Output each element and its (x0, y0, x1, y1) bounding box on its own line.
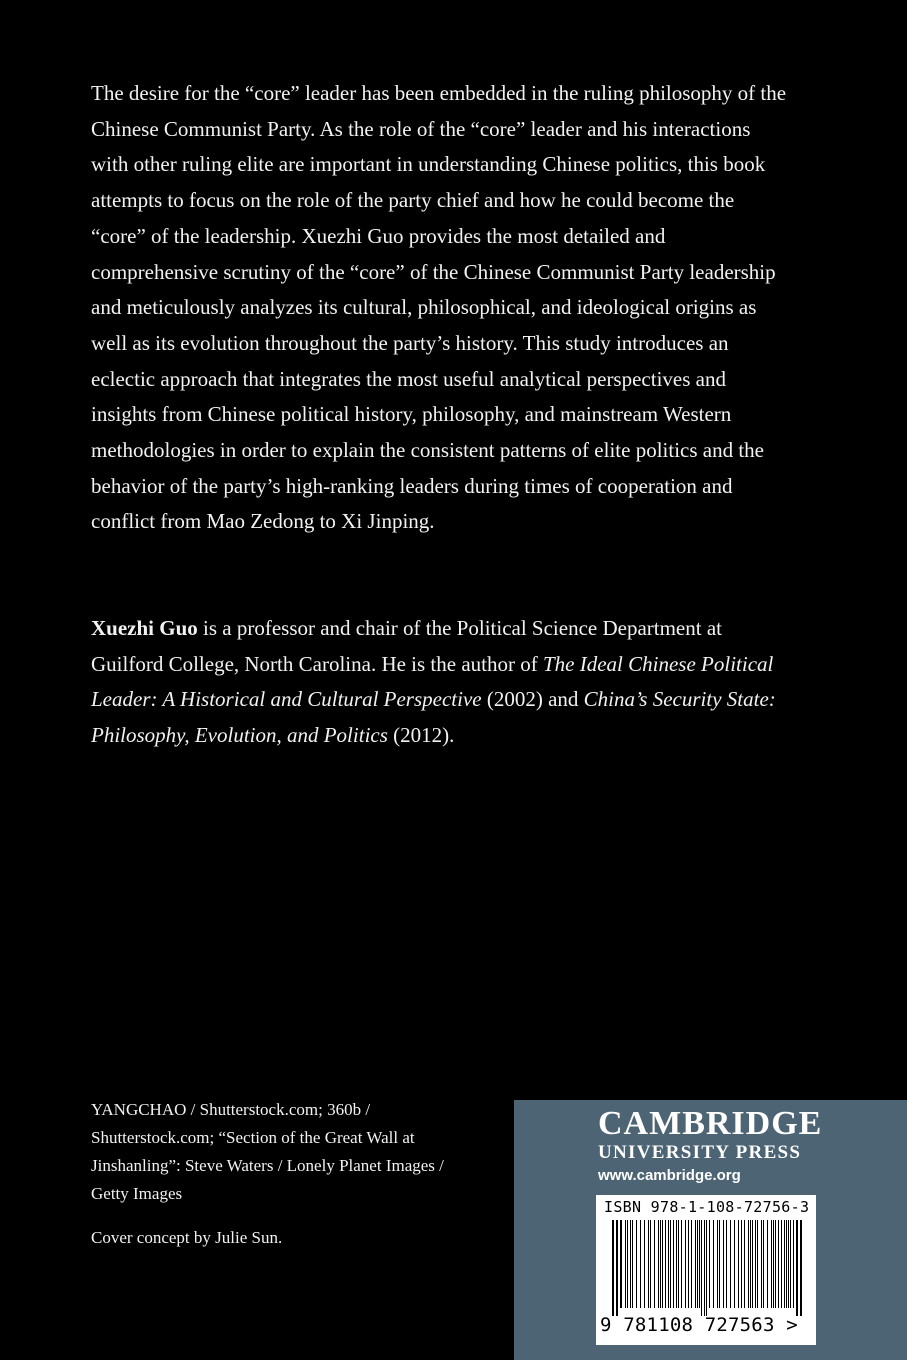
publisher-url: www.cambridge.org (598, 1167, 741, 1184)
bio-text-2: (2002) and (481, 687, 584, 711)
publisher-name: CAMBRIDGE (598, 1105, 823, 1142)
book-title-1: The Ideal Chinese Political Leader: A Historical and Cultural Perspective (91, 651, 774, 711)
barcode-box (596, 1195, 816, 1345)
barcode-digits: 9 781108 727563 > (600, 1314, 798, 1336)
author-bio (91, 611, 781, 753)
bio-text-1: is a professor and chair of the Political Science Department at Guilford College, North Carolina. He is the author of (91, 616, 722, 676)
isbn-label: ISBN 978-1-108-72756-3 (604, 1198, 810, 1216)
book-blurb: The desire for the “core” leader has been embedded in the ruling philosophy of the Chinese Communist Party. As the role of the “core” leader and his interactions with other ruling elite are important in understanding Chinese politics, this book attempts to focus on the role of the party chief and how he could become the “core” of the leadership. Xuezhi Guo provides the most detailed and comprehensive scrutiny of the “core” of the Chinese Communist Party leadership and meticulously analyzes its cultural, philosophical, and ideological origins as well as its evolution throughout the party’s history. This study introduces an eclectic approach that integrates the most useful analytical perspectives and insights from Chinese political history, philosophy, and mainstream Western methodologies in order to explain the consistent patterns of elite politics and the behavior of the party’s high-ranking leaders during times of cooperation and conflict from Mao Zedong to Xi Jinping. (91, 81, 787, 534)
image-credits: YANGCHAO / Shutterstock.com; 360b / Shutterstock.com; “Section of the Great Wall at Jinshanling”: Steve Waters / Lonely Planet Images / Getty Images (91, 1100, 444, 1203)
author-name: Xuezhi Guo (91, 616, 198, 640)
cover-concept: Cover concept by Julie Sun. (91, 1228, 283, 1247)
publisher-subtitle: UNIVERSITY PRESS (598, 1142, 802, 1163)
bio-text-3: (2012). (387, 722, 455, 747)
book-title-2: China’s Security State: Philosophy, Evolution, and Politics (91, 687, 776, 747)
publisher-panel (514, 1100, 907, 1360)
barcode-icon (612, 1220, 802, 1316)
